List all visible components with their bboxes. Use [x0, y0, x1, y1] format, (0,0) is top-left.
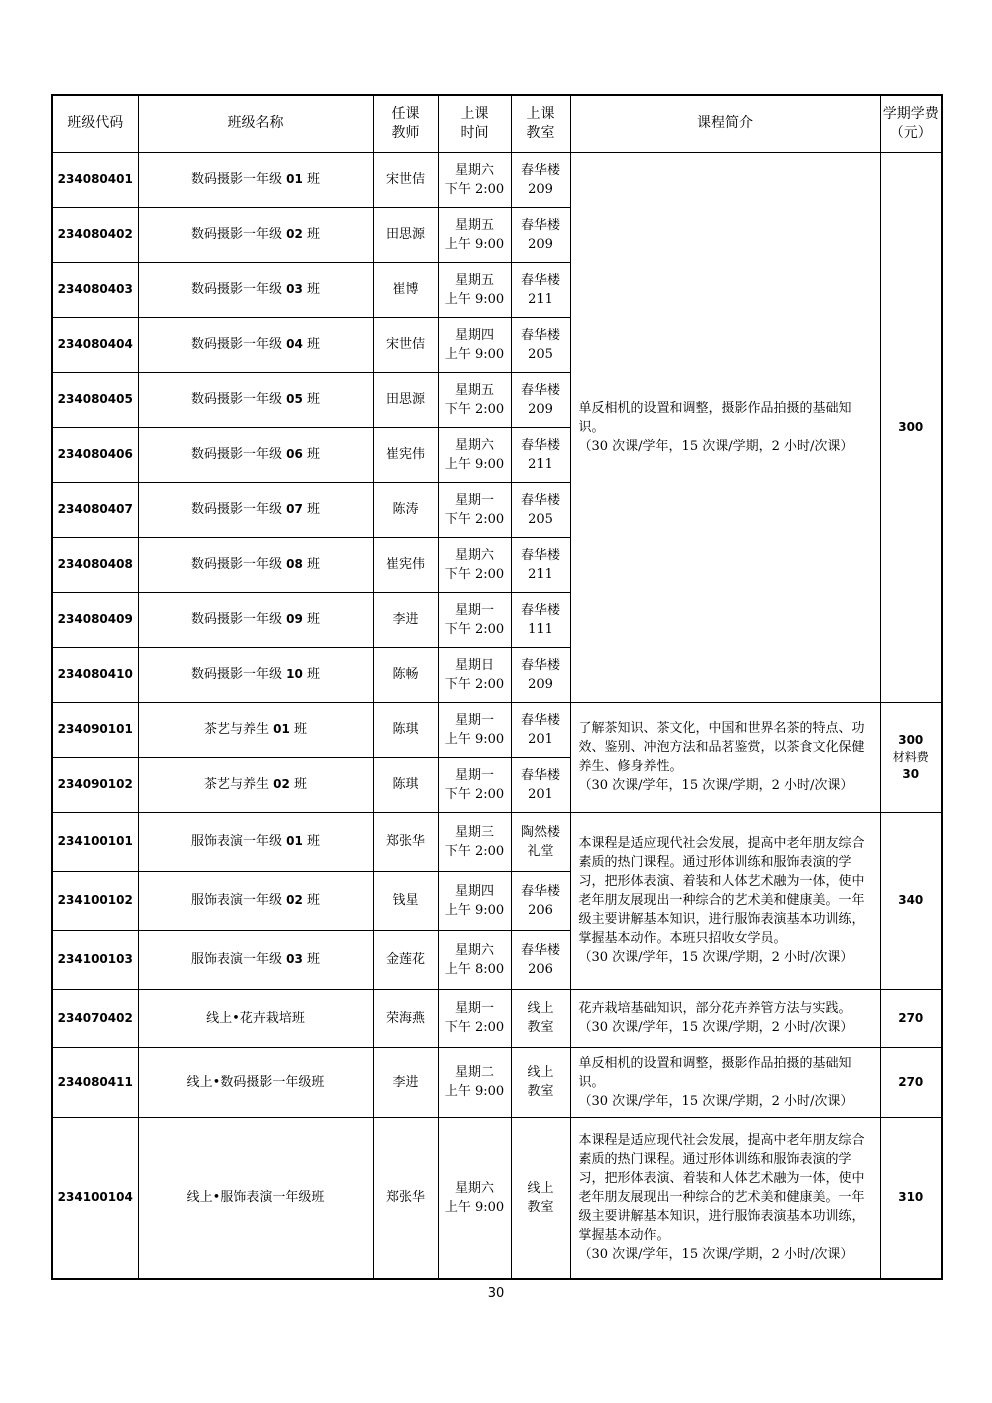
- teacher: 郑张华: [373, 1117, 438, 1279]
- class-code: 234070402: [52, 989, 138, 1047]
- classroom: 春华楼 211: [511, 262, 570, 317]
- teacher: 金莲花: [373, 930, 438, 989]
- classroom: 春华楼 209: [511, 647, 570, 702]
- teacher: 郑张华: [373, 812, 438, 871]
- header-fee: 学期学费 （元）: [880, 95, 942, 152]
- class-name: 茶艺与养生 01 班: [138, 702, 373, 757]
- class-name: 数码摄影一年级 08 班: [138, 537, 373, 592]
- course-description: 单反相机的设置和调整，摄影作品拍摄的基础知识。 （30 次课/学年，15 次课/学期，2 小时/次课）: [570, 152, 880, 702]
- header-time: 上课 时间: [438, 95, 511, 152]
- table-row: [52, 989, 942, 1047]
- page-number: 30: [487, 1286, 505, 1301]
- class-name: 数码摄影一年级 07 班: [138, 482, 373, 537]
- class-time: 星期一 下午 2:00: [438, 482, 511, 537]
- table-row: [52, 1047, 942, 1117]
- teacher: 李进: [373, 1047, 438, 1117]
- teacher: 崔宪伟: [373, 537, 438, 592]
- course-description: 花卉栽培基础知识，部分花卉养管方法与实践。 （30 次课/学年，15 次课/学期，2 小时/次课）: [570, 989, 880, 1047]
- table-row: [52, 812, 942, 871]
- table-row: [52, 152, 942, 207]
- teacher: 陈涛: [373, 482, 438, 537]
- classroom: 春华楼 209: [511, 207, 570, 262]
- course-description: 单反相机的设置和调整，摄影作品拍摄的基础知识。 （30 次课/学年，15 次课/学期，2 小时/次课）: [570, 1047, 880, 1117]
- class-code: 234080402: [52, 207, 138, 262]
- class-time: 星期一 上午 9:00: [438, 702, 511, 757]
- classroom: 春华楼 206: [511, 930, 570, 989]
- course-description: 本课程是适应现代社会发展，提高中老年朋友综合素质的热门课程。通过形体训练和服饰表演的学习，把形体表演、着装和人体艺术融为一体，使中老年朋友展现出一种综合的艺术美和健康美。一年级主要讲解基本知识，进行服饰表演基本功训练，掌握基本动作。本班只招收女学员。 （30 次课/学年，15 次课/学期，2 小时/次课）: [570, 812, 880, 989]
- classroom: 春华楼 209: [511, 372, 570, 427]
- class-code: 234080411: [52, 1047, 138, 1117]
- class-code: 234080405: [52, 372, 138, 427]
- class-time: 星期日 下午 2:00: [438, 647, 511, 702]
- class-code: 234080408: [52, 537, 138, 592]
- class-time: 星期一 下午 2:00: [438, 989, 511, 1047]
- class-name: 数码摄影一年级 03 班: [138, 262, 373, 317]
- teacher: 李进: [373, 592, 438, 647]
- class-time: 星期四 上午 9:00: [438, 317, 511, 372]
- class-name: 数码摄影一年级 09 班: [138, 592, 373, 647]
- class-time: 星期五 上午 9:00: [438, 207, 511, 262]
- class-code: 234100102: [52, 871, 138, 930]
- semester-fee: 270: [880, 1047, 942, 1117]
- class-name: 数码摄影一年级 06 班: [138, 427, 373, 482]
- class-code: 234080403: [52, 262, 138, 317]
- course-table: [51, 94, 943, 1280]
- semester-fee: 300: [880, 152, 942, 702]
- class-time: 星期六 上午 9:00: [438, 427, 511, 482]
- teacher: 崔宪伟: [373, 427, 438, 482]
- class-name: 数码摄影一年级 02 班: [138, 207, 373, 262]
- class-time: 星期六 下午 2:00: [438, 537, 511, 592]
- class-name: 数码摄影一年级 01 班: [138, 152, 373, 207]
- class-name: 线上•数码摄影一年级班: [138, 1047, 373, 1117]
- class-name: 数码摄影一年级 10 班: [138, 647, 373, 702]
- class-name: 服饰表演一年级 03 班: [138, 930, 373, 989]
- class-code: 234080404: [52, 317, 138, 372]
- class-time: 星期三 下午 2:00: [438, 812, 511, 871]
- classroom: 春华楼 111: [511, 592, 570, 647]
- header-desc: 课程简介: [570, 95, 880, 152]
- course-description: 了解茶知识、茶文化，中国和世界名茶的特点、功效、鉴别、冲泡方法和品茗鉴赏，以茶食文化保健养生、修身养性。 （30 次课/学年，15 次课/学期，2 小时/次课）: [570, 702, 880, 812]
- course-table-sheet: [51, 94, 943, 1280]
- class-name: 数码摄影一年级 05 班: [138, 372, 373, 427]
- class-time: 星期六 下午 2:00: [438, 152, 511, 207]
- classroom: 春华楼 211: [511, 537, 570, 592]
- semester-fee: 270: [880, 989, 942, 1047]
- teacher: 宋世佶: [373, 317, 438, 372]
- header-room: 上课 教室: [511, 95, 570, 152]
- class-code: 234080401: [52, 152, 138, 207]
- classroom: 线上 教室: [511, 1117, 570, 1279]
- header-teacher: 任课 教师: [373, 95, 438, 152]
- teacher: 钱星: [373, 871, 438, 930]
- header-code: 班级代码: [52, 95, 138, 152]
- class-time: 星期五 下午 2:00: [438, 372, 511, 427]
- semester-fee: 340: [880, 812, 942, 989]
- class-time: 星期一 下午 2:00: [438, 757, 511, 812]
- classroom: 春华楼 205: [511, 317, 570, 372]
- classroom: 陶然楼 礼堂: [511, 812, 570, 871]
- semester-fee: 300 材料费 30: [880, 702, 942, 812]
- table-row: [52, 1117, 942, 1279]
- class-time: 星期六 上午 9:00: [438, 1117, 511, 1279]
- teacher: 田思源: [373, 207, 438, 262]
- class-code: 234100103: [52, 930, 138, 989]
- teacher: 宋世佶: [373, 152, 438, 207]
- teacher: 陈琪: [373, 757, 438, 812]
- class-code: 234100104: [52, 1117, 138, 1279]
- class-time: 星期一 下午 2:00: [438, 592, 511, 647]
- table-row: [52, 702, 942, 757]
- class-time: 星期六 上午 8:00: [438, 930, 511, 989]
- class-code: 234090102: [52, 757, 138, 812]
- class-time: 星期四 上午 9:00: [438, 871, 511, 930]
- class-time: 星期五 上午 9:00: [438, 262, 511, 317]
- teacher: 田思源: [373, 372, 438, 427]
- class-name: 线上•花卉栽培班: [138, 989, 373, 1047]
- class-name: 数码摄影一年级 04 班: [138, 317, 373, 372]
- class-name: 服饰表演一年级 01 班: [138, 812, 373, 871]
- classroom: 春华楼 201: [511, 757, 570, 812]
- class-time: 星期二 上午 9:00: [438, 1047, 511, 1117]
- course-description: 本课程是适应现代社会发展，提高中老年朋友综合素质的热门课程。通过形体训练和服饰表演的学习，把形体表演、着装和人体艺术融为一体，使中老年朋友展现出一种综合的艺术美和健康美。一年级主要讲解基本知识，进行服饰表演基本功训练，掌握基本动作。 （30 次课/学年，15 次课/学期，2 小时/次课）: [570, 1117, 880, 1279]
- class-code: 234080406: [52, 427, 138, 482]
- class-code: 234090101: [52, 702, 138, 757]
- class-name: 服饰表演一年级 02 班: [138, 871, 373, 930]
- classroom: 线上 教室: [511, 989, 570, 1047]
- classroom: 线上 教室: [511, 1047, 570, 1117]
- class-code: 234080409: [52, 592, 138, 647]
- class-code: 234080407: [52, 482, 138, 537]
- semester-fee: 310: [880, 1117, 942, 1279]
- class-code: 234080410: [52, 647, 138, 702]
- teacher: 陈畅: [373, 647, 438, 702]
- class-name: 线上•服饰表演一年级班: [138, 1117, 373, 1279]
- header-row: [52, 95, 942, 152]
- classroom: 春华楼 206: [511, 871, 570, 930]
- class-code: 234100101: [52, 812, 138, 871]
- class-name: 茶艺与养生 02 班: [138, 757, 373, 812]
- classroom: 春华楼 205: [511, 482, 570, 537]
- classroom: 春华楼 201: [511, 702, 570, 757]
- teacher: 崔博: [373, 262, 438, 317]
- classroom: 春华楼 211: [511, 427, 570, 482]
- teacher: 荣海燕: [373, 989, 438, 1047]
- classroom: 春华楼 209: [511, 152, 570, 207]
- teacher: 陈琪: [373, 702, 438, 757]
- header-name: 班级名称: [138, 95, 373, 152]
